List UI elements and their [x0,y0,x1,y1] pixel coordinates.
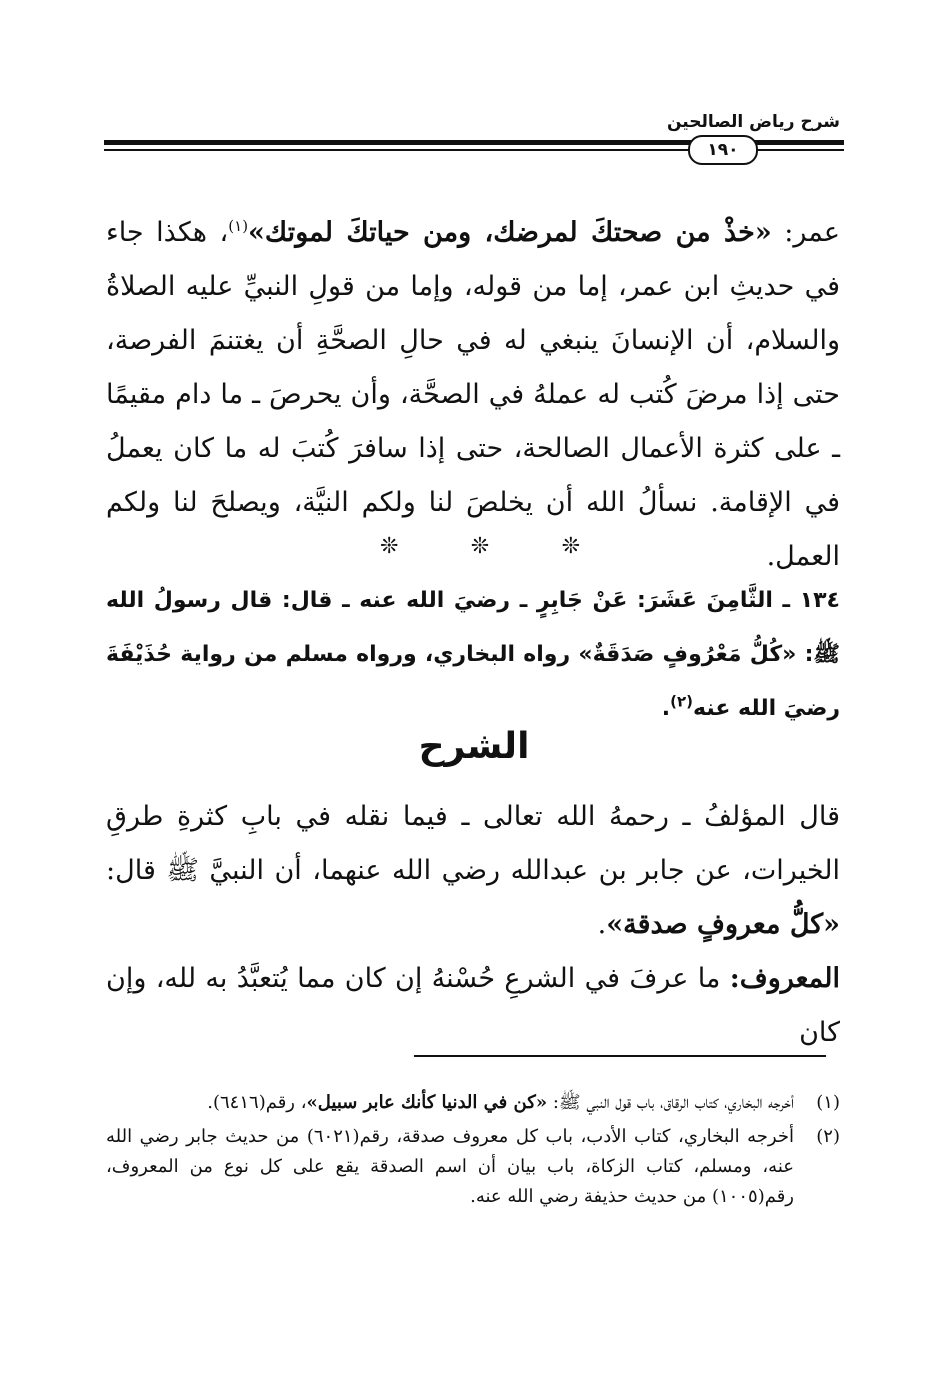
para1-text: ، هكذا جاء في حديثِ ابن عمر، إما من قوله، وإما من قولِ النبيِّ عليه الصلاةُ والسلام، أن الإنسانَ ينبغي له في حالِ الصحَّةِ أن يغتنمَ الفرصة، حتى إذا مرضَ كُتب له عملهُ في الصحَّة، وأن يحرصَ ـ ما دام مقيمًا ـ على كثرة الأعمال الصالحة، حتى إذا سافرَ كُتبَ له ما كان يعملُ في الإقامة. نسألُ الله أن يخلصَ لنا ولكم النيَّة، ويصلحَ لنا ولكم العمل. [106,217,841,572]
definition-term: المعروف: [729,963,840,994]
para1-quote: «خذْ من صحتكَ لمرضك، ومن حياتكَ لموتك» [248,217,772,248]
star-icon: ❊ [470,534,490,559]
opening-paragraph [106,206,840,584]
footnote-2-text: أخرجه البخاري، كتاب الأدب، باب كل معروف صدقة، رقم(٦٠٢١) من حديث جابر رضي الله عنه، ومسلم، كتاب الزكاة، باب بيان أن اسم الصدقة يقع على كل نوع من المعروف، رقم(١٠٠٥) من حديث حذيفة رضي الله عنه. [106,1126,794,1207]
footnote-1-text: أخرجه البخاري، كتاب الرقاق، باب قول النبي ﷺ: [547,1092,794,1113]
footnote-1-rest: ، رقم(٦٤١٦). [207,1092,307,1113]
para2-text: قال المؤلفُ ـ رحمهُ الله تعالى ـ فيما نقله في بابِ كثرةِ طرقِ الخيرات، عن جابر بن عبدالله رضي الله عنهما، أن النبيَّ ﷺ قال: [106,801,840,886]
footnote-number: (٢) [816,1126,840,1147]
footnote-divider [414,1055,826,1057]
footnote-number: (١) [816,1092,840,1113]
para1-prefix: عمر: [771,217,841,248]
footnote-text [106,1122,794,1212]
footnote-ref-1[interactable]: (١) [228,217,249,235]
page-number: ١٩٠ [688,135,758,165]
star-icon: ❊ [561,534,580,559]
hadith-text [106,574,840,736]
footnotes [106,1088,840,1216]
para2-quote: «كلُّ معروفٍ صدقة» [606,909,840,940]
footnote-item [106,1122,840,1212]
para2-end: . [597,909,607,940]
hadith-body: ١٣٤ ـ الثَّامِنَ عَشَرَ: عَنْ جَابِرٍ ـ رضيَ الله عنه ـ قال: قال رسولُ الله ﷺ: «كُلُّ مَعْرُوفٍ صَدَقَةٌ» رواه البخاري، ورواه مسلم من رواية حُذَيْفَةَ رضيَ الله عنه [106,588,840,721]
running-header-title: شرح رياض الصالحين [666,112,840,132]
footnote-text [106,1088,794,1118]
star-icon: ❊ [380,534,399,559]
hadith-end: . [661,696,671,721]
commentary-paragraph [106,790,840,1060]
section-heading: الشرح [418,726,530,767]
footnote-1-quote: «كن في الدنيا كأنك عابر سبيل» [306,1092,548,1113]
definition-text: ما عرفَ في الشرعِ حُسْنهُ إن كان مما يُتعبَّدُ به لله، وإن كان [106,963,840,1048]
footnote-ref-2[interactable]: (٢) [670,692,694,711]
footnote-item [106,1088,840,1118]
section-separator [380,534,580,559]
